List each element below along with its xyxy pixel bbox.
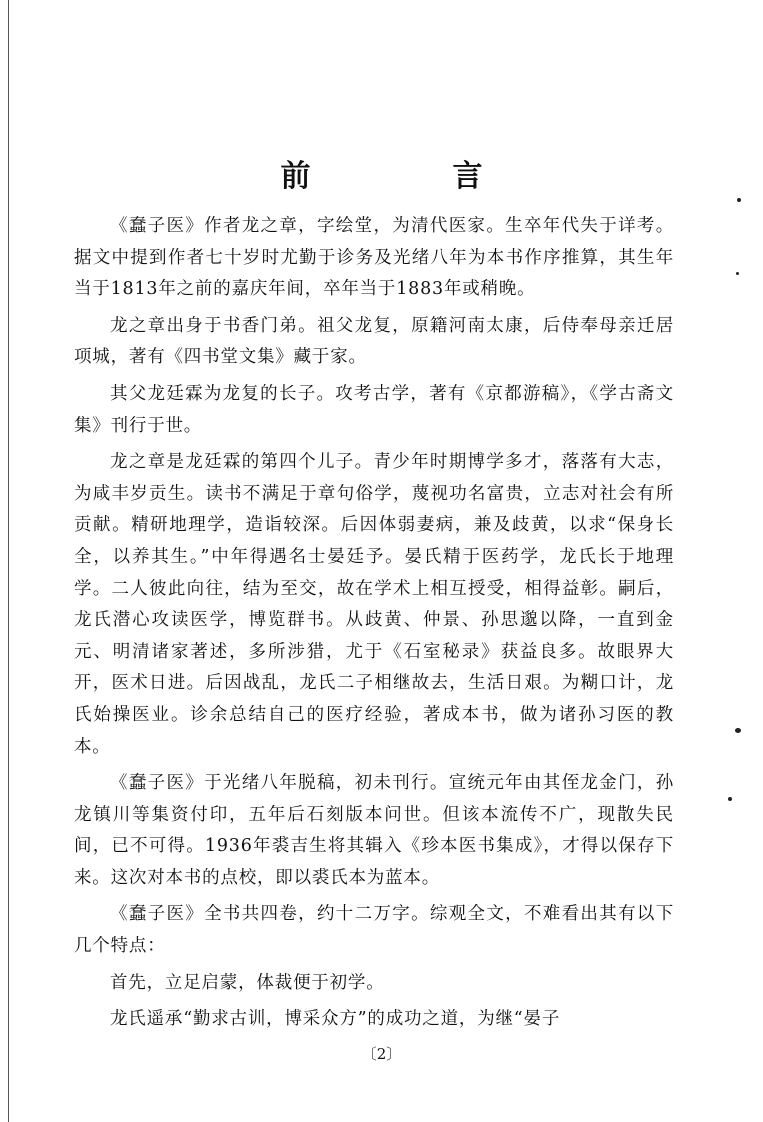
paragraph: 《蠢子医》于光绪八年脱稿，初未刊行。宣统元年由其侄龙金门，孙龙镇川等集资付印，五年后石刻版本问世。但该本流传不广，现散失民间，已不可得。1936年裘吉生将其辑入《珍本医书集成》，才得以保存下来。这次对本书的点校，即以裘氏本为蓝本。 xyxy=(74,773,674,888)
page-title: 前 言 xyxy=(280,159,539,194)
paragraph: 龙氏遥承“勤求古训，博采众方”的成功之道，为继“晏子 xyxy=(110,1009,561,1030)
scan-speck xyxy=(728,797,732,801)
paragraph: 其父龙廷霖为龙复的长子。攻考古学，著有《京都游稿》，《学古斋文集》刊行于世。 xyxy=(74,383,674,436)
paragraph: 龙之章是龙廷霖的第四个儿子。青少年时期博学多才，落落有大志，为咸丰岁贡生。读书不满足于章句俗学，蔑视功名富贵，立志对社会有所贡献。精研地理学，造诣较深。后因体弱妻病，兼及歧黄，以求“保身长全，以养其生。”中年得遇名士晏廷予。晏氏精于医药学，龙氏长于地理学。二人彼此向往，结为至交，故在学术上相互授受，相得益彰。嗣后，龙氏潜心攻读医学，博览群书。从歧黄、仲景、孙思邈以降，一直到金元、明清诸家著述，多所涉猎，尤于《石室秘录》获益良多。故眼界大开，医术日进。后因战乱，龙氏二子相继故去，生活日艰。为糊口计，龙氏始操医业。诊余总结自己的医疗经验，著成本书，做为诸孙习医的教本。 xyxy=(74,452,674,757)
paragraph: 龙之章出身于书香门弟。祖父龙复，原籍河南太康，后侍奉母亲迁居项城，著有《四书堂文集》藏于家。 xyxy=(74,315,674,368)
paragraph: 《蠢子医》作者龙之章，字绘堂，为清代医家。生卒年代失于详考。据文中提到作者七十岁时尤勤于诊务及光绪八年为本书作序推算，其生年当于1813年之前的嘉庆年间，卒年当于1883年或稍晚。 xyxy=(74,216,674,300)
paragraph: 首先，立足启蒙，体裁便于初学。 xyxy=(110,972,385,993)
scan-speck xyxy=(736,272,739,275)
paragraph: 《蠢子医》全书共四卷，约十二万字。综观全文，不难看出其有以下几个特点： xyxy=(74,904,674,957)
page-number: 〔2〕 xyxy=(361,1045,402,1063)
scan-speck xyxy=(737,198,741,202)
body-text xyxy=(74,211,674,1041)
scan-speck xyxy=(735,728,741,733)
